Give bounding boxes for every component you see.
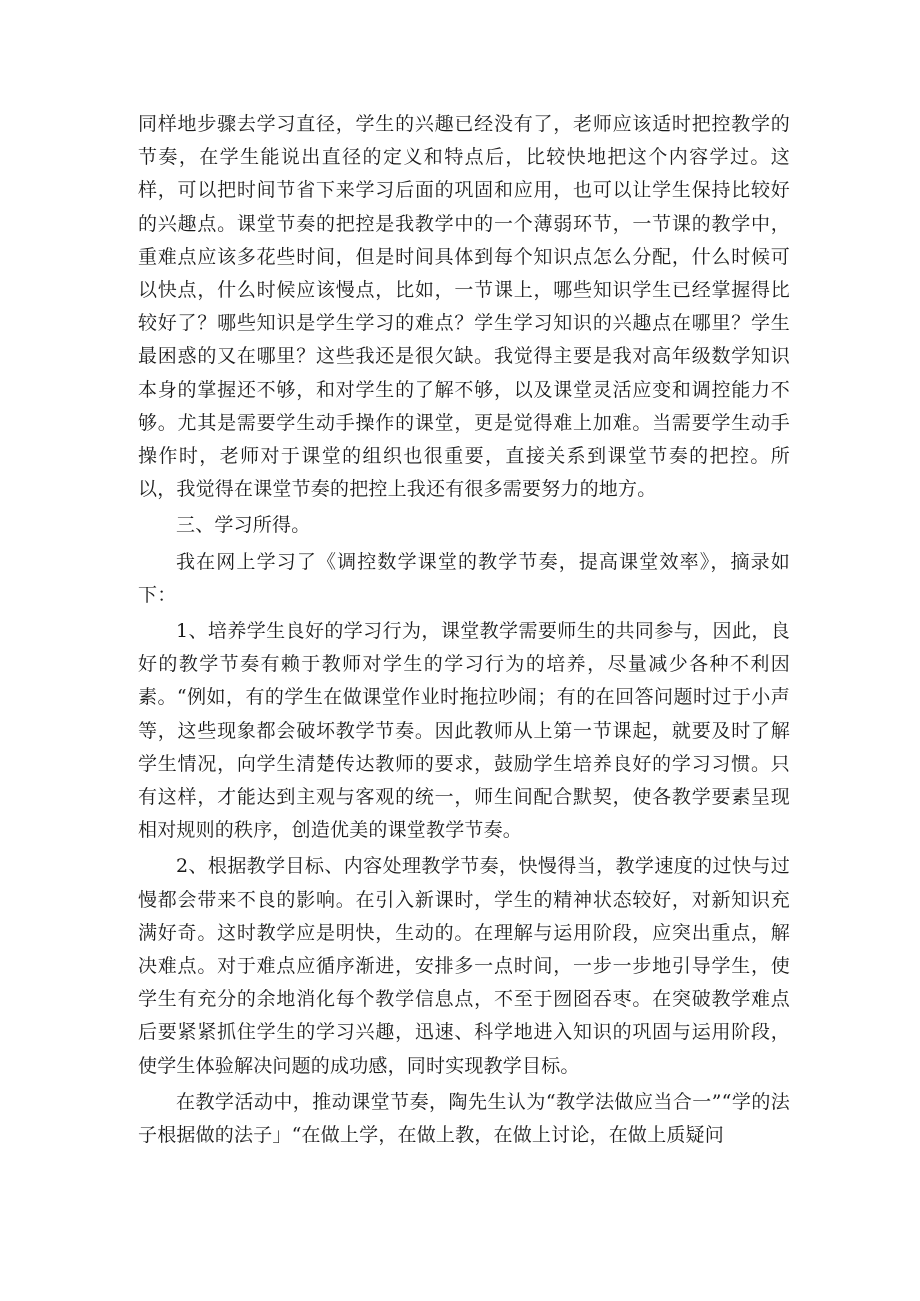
paragraph-point-2: 2、根据教学目标、内容处理教学节奏，快慢得当，教学速度的过快与过慢都会带来不良的影响。在引入新课时，学生的精神状态较好，对新知识充满好奇。这时教学应是明快，生动的。在理解与运用阶段，应突出重点，解决难点。对于难点应循序渐进，安排多一点时间，一步一步地引导学生，使学生有充分的余地消化每个教学信息点，不至于囫囵吞枣。在突破教学难点后要紧紧抓住学生的学习兴趣，迅速、科学地进入知识的巩固与运用阶段，使学生体验解决问题的成功感，同时实现教学目标。: [138, 855, 790, 1077]
document-page: [138, 108, 790, 1152]
paragraph-intro-excerpt: 我在网上学习了《调控数学课堂的教学节奏，提高课堂效率》，摘录如下：: [138, 550, 790, 606]
paragraph-point-1: 1、培养学生良好的学习行为，课堂教学需要师生的共同参与，因此，良好的教学节奏有赖于教师对学生的学习行为的培养，尽量减少各种不利因素。“例如，有的学生在做课堂作业时拖拉吵闹；有的在回答问题时过于小声等，这些现象都会破坏教学节奏。因此教师从上第一节课起，就要及时了解学生情况，向学生清楚传达教师的要求，鼓励学生培养良好的学习习惯。只有这样，才能达到主观与客观的统一，师生间配合默契，使各教学要素呈现相对规则的秩序，创造优美的课堂教学节奏。: [138, 620, 790, 842]
paragraph-teaching-activity: 在教学活动中，推动课堂节奏，陶先生认为“教学法做应当合一”“学的法子根据做的法子」“在做上学，在做上教，在做上讨论，在做上质疑问: [138, 1090, 790, 1147]
section-heading-learning-gains: 三、学习所得。: [176, 514, 311, 537]
paragraph-continuation: 同样地步骤去学习直径，学生的兴趣已经没有了，老师应该适时把控教学的节奏，在学生能说出直径的定义和特点后，比较快地把这个内容学过。这样，可以把时间节省下来学习后面的巩固和应用，也可以让学生保持比较好的兴趣点。课堂节奏的把控是我教学中的一个薄弱环节，一节课的教学中，重难点应该多花些时间，但是时间具体到每个知识点怎么分配，什么时候可以快点，什么时候应该慢点，比如，一节课上，哪些知识学生已经掌握得比较好了？哪些知识是学生学习的难点？学生学习知识的兴趣点在哪里？学生最困惑的又在哪里？这些我还是很欠缺。我觉得主要是我对高年级数学知识本身的掌握还不够，和对学生的了解不够，以及课堂灵活应变和调控能力不够。尤其是需要学生动手操作的课堂，更是觉得难上加难。当需要学生动手操作时，老师对于课堂的组织也很重要，直接关系到课堂节奏的把控。所以，我觉得在课堂节奏的把控上我还有很多需要努力的地方。: [138, 113, 790, 501]
